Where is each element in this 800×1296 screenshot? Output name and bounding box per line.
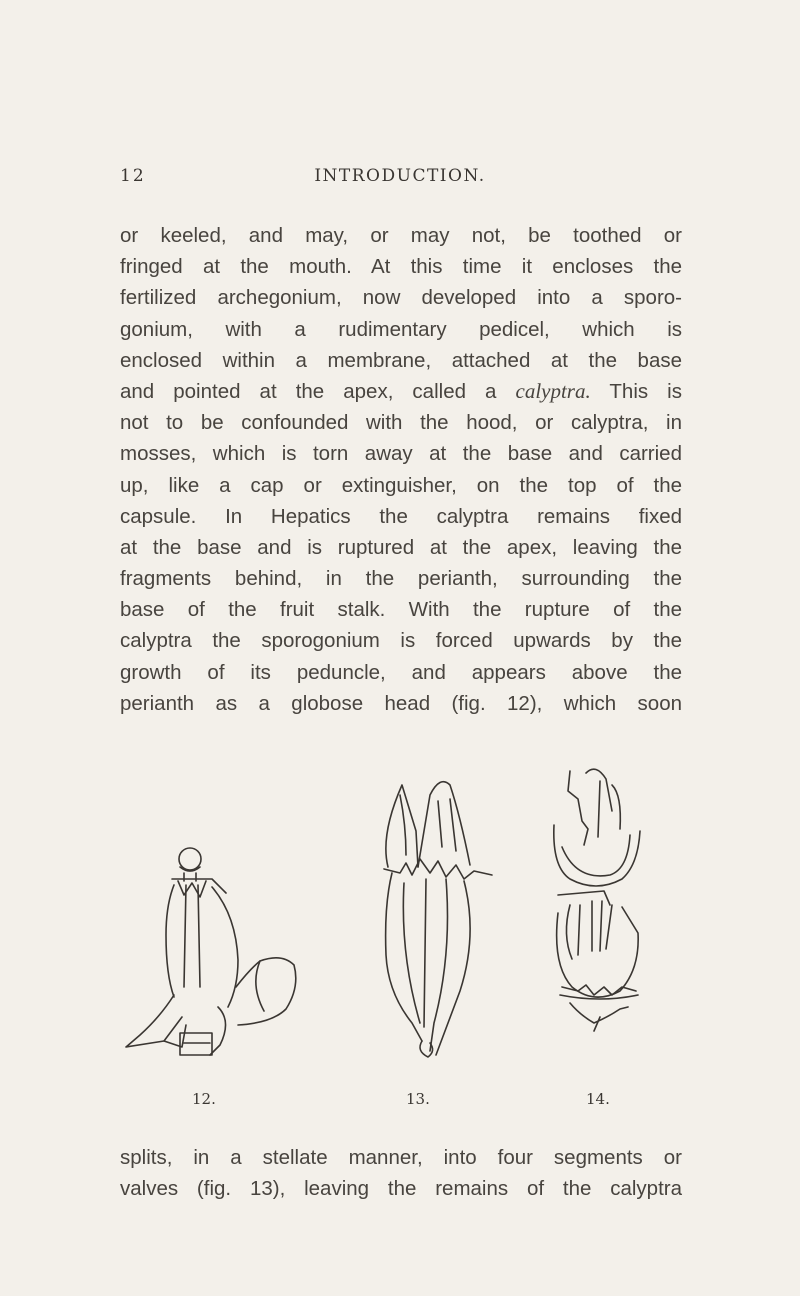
- text-fragment: and pointed at the apex, called a: [120, 379, 516, 403]
- text-line: mosses, which is torn away at the base and carried: [120, 442, 682, 466]
- text-line: or keeled, and may, or may not, be toothed or: [120, 224, 682, 247]
- running-head: [120, 166, 680, 192]
- figure-plate: [100, 755, 700, 1115]
- text-line: fringed at the mouth. At this time it encloses the: [120, 255, 682, 279]
- figure-label: 14.: [586, 1090, 610, 1108]
- text-line: fertilized archegonium, now developed into a sporo-: [120, 286, 682, 310]
- figure-label: 13.: [406, 1090, 430, 1108]
- text-line: at the base and is ruptured at the apex, leaving the: [120, 535, 682, 559]
- paragraph-body: [120, 1142, 682, 1204]
- text-line: gonium, with a rudimentary pedicel, which is: [120, 317, 682, 341]
- figure-14-calyptra-drawing: [554, 769, 640, 1031]
- figure-label: 12.: [192, 1090, 216, 1108]
- page-number: 12: [120, 166, 146, 186]
- text-line: calyptra the sporogonium is forced upwards by the: [120, 629, 682, 653]
- figure-12-perianth-drawing: [126, 848, 296, 1055]
- text-line: base of the fruit stalk. With the rupture of the: [120, 598, 682, 622]
- text-fragment: This is: [590, 379, 682, 403]
- text-line: fragments behind, in the perianth, surrounding the: [120, 567, 682, 591]
- text-line: enclosed within a membrane, attached at the base: [120, 348, 682, 372]
- text-line: not to be confounded with the hood, or calyptra, in: [120, 411, 682, 435]
- text-line: valves (fig. 13), leaving the remains of the calyptra: [120, 1177, 682, 1201]
- text-line: up, like a cap or extinguisher, on the top of the: [120, 473, 682, 497]
- running-title: INTRODUCTION.: [314, 166, 486, 186]
- text-line: capsule. In Hepatics the calyptra remains fixed: [120, 504, 682, 528]
- figure-13-split-capsule-drawing: [384, 782, 492, 1057]
- text-line-with-term: [120, 376, 682, 407]
- text-line: perianth as a globose head (fig. 12), which soon: [120, 691, 682, 715]
- text-line: splits, in a stellate manner, into four segments or: [120, 1146, 682, 1169]
- text-line: growth of its peduncle, and appears above the: [120, 660, 682, 684]
- italic-term: calyptra.: [515, 378, 591, 403]
- paragraph-body: [120, 220, 682, 719]
